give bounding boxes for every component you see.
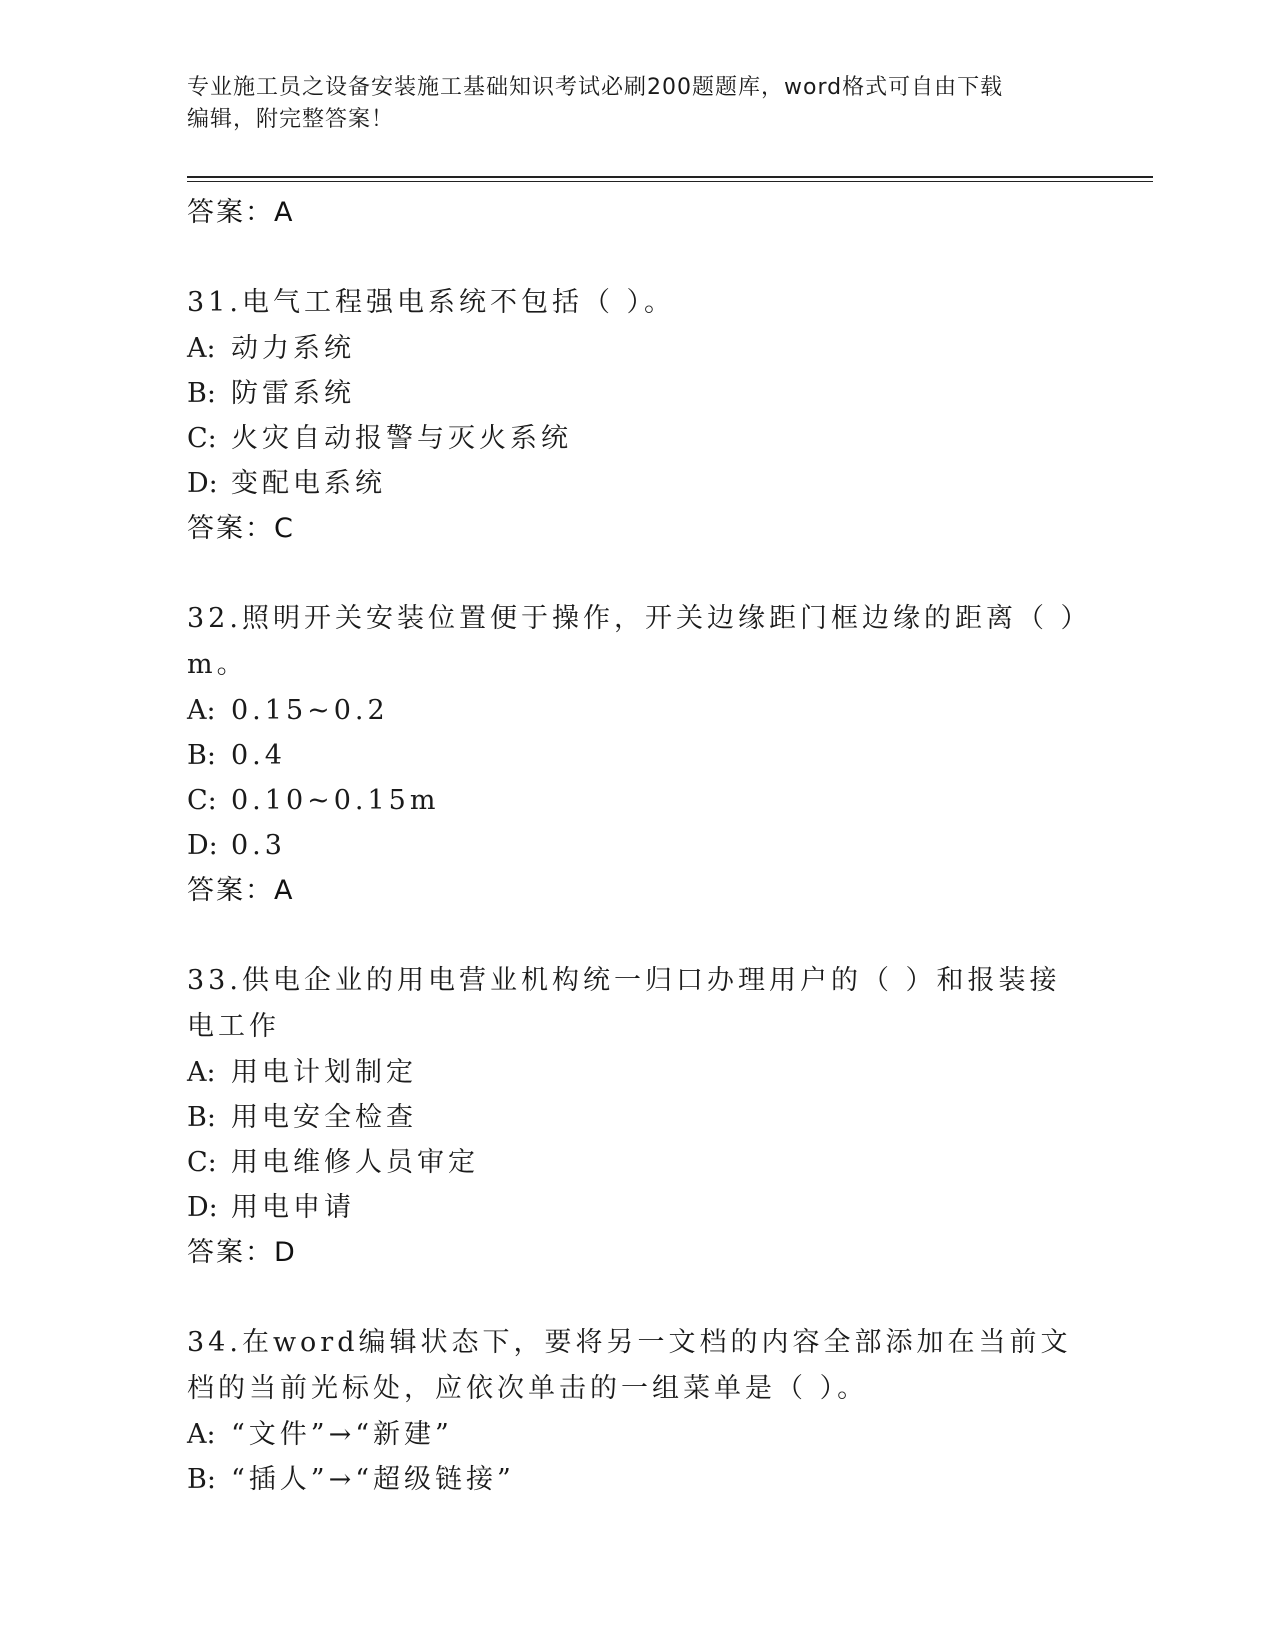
- option-text: “文件”→“新建”: [231, 1419, 453, 1450]
- option-c: [187, 416, 1087, 461]
- option-text: 0.10~0.15m: [231, 785, 440, 816]
- question-text: 32.照明开关安装位置便于操作，开关边缘距门框边缘的距离（ ）m。: [187, 603, 1079, 680]
- option-text: “插人”→“超级链接”: [231, 1464, 515, 1495]
- answer-33: 答案：D: [187, 1237, 297, 1268]
- option-a: [187, 326, 1087, 371]
- answer-31: 答案：C: [187, 513, 295, 544]
- option-b: [187, 1095, 1087, 1140]
- option-a: [187, 688, 1087, 733]
- option-key: A:: [187, 333, 216, 364]
- option-text: 用电维修人员审定: [231, 1147, 479, 1178]
- option-a: [187, 1412, 1087, 1457]
- question-text: 33.供电企业的用电营业机构统一归口办理用户的（ ）和报装接电工作: [187, 965, 1061, 1042]
- header-line-1: 专业施工员之设备安装施工基础知识考试必刷200题题库，word格式可自由下载: [187, 75, 1004, 100]
- header-divider-thin: [187, 181, 1153, 182]
- option-text: 用电申请: [231, 1192, 355, 1223]
- option-key: D:: [187, 468, 218, 499]
- question-text: 31.电气工程强电系统不包括（ ）。: [187, 287, 676, 318]
- option-text: 0.3: [231, 830, 286, 861]
- option-key: D:: [187, 830, 218, 861]
- option-b: [187, 371, 1087, 416]
- option-d: [187, 823, 1087, 868]
- option-text: 0.15~0.2: [231, 695, 389, 726]
- option-key: C:: [187, 785, 217, 816]
- document-header: [187, 72, 1067, 136]
- option-key: A:: [187, 1057, 216, 1088]
- option-key: A:: [187, 695, 216, 726]
- option-text: 用电计划制定: [231, 1057, 417, 1088]
- question-text: 34.在word编辑状态下，要将另一文档的内容全部添加在当前文档的当前光标处，应依次单击的一组菜单是（ ）。: [187, 1327, 1072, 1404]
- header-line-2: 编辑，附完整答案！: [187, 107, 395, 132]
- option-text: 火灾自动报警与灭火系统: [231, 423, 572, 454]
- question-32: [187, 596, 1087, 914]
- option-d: [187, 1185, 1087, 1230]
- question-33: [187, 958, 1087, 1276]
- question-list: [187, 190, 1087, 1502]
- option-d: [187, 461, 1087, 506]
- answer-32: 答案：A: [187, 875, 295, 906]
- option-key: D:: [187, 1192, 218, 1223]
- option-b: [187, 1457, 1087, 1502]
- question-34: [187, 1320, 1087, 1502]
- answer-30: 答案：A: [187, 197, 295, 228]
- option-text: 防雷系统: [231, 378, 355, 409]
- option-key: B:: [187, 740, 216, 771]
- option-key: B:: [187, 1464, 216, 1495]
- option-text: 0.4: [231, 740, 286, 771]
- option-key: B:: [187, 1102, 216, 1133]
- question-31: [187, 280, 1087, 552]
- option-b: [187, 733, 1087, 778]
- option-key: B:: [187, 378, 216, 409]
- option-a: [187, 1050, 1087, 1095]
- option-c: [187, 1140, 1087, 1185]
- option-text: 动力系统: [231, 333, 355, 364]
- option-key: C:: [187, 423, 217, 454]
- option-key: C:: [187, 1147, 217, 1178]
- option-text: 变配电系统: [231, 468, 386, 499]
- option-text: 用电安全检查: [231, 1102, 417, 1133]
- option-c: [187, 778, 1087, 823]
- header-divider-thick: [187, 176, 1153, 178]
- option-key: A:: [187, 1419, 216, 1450]
